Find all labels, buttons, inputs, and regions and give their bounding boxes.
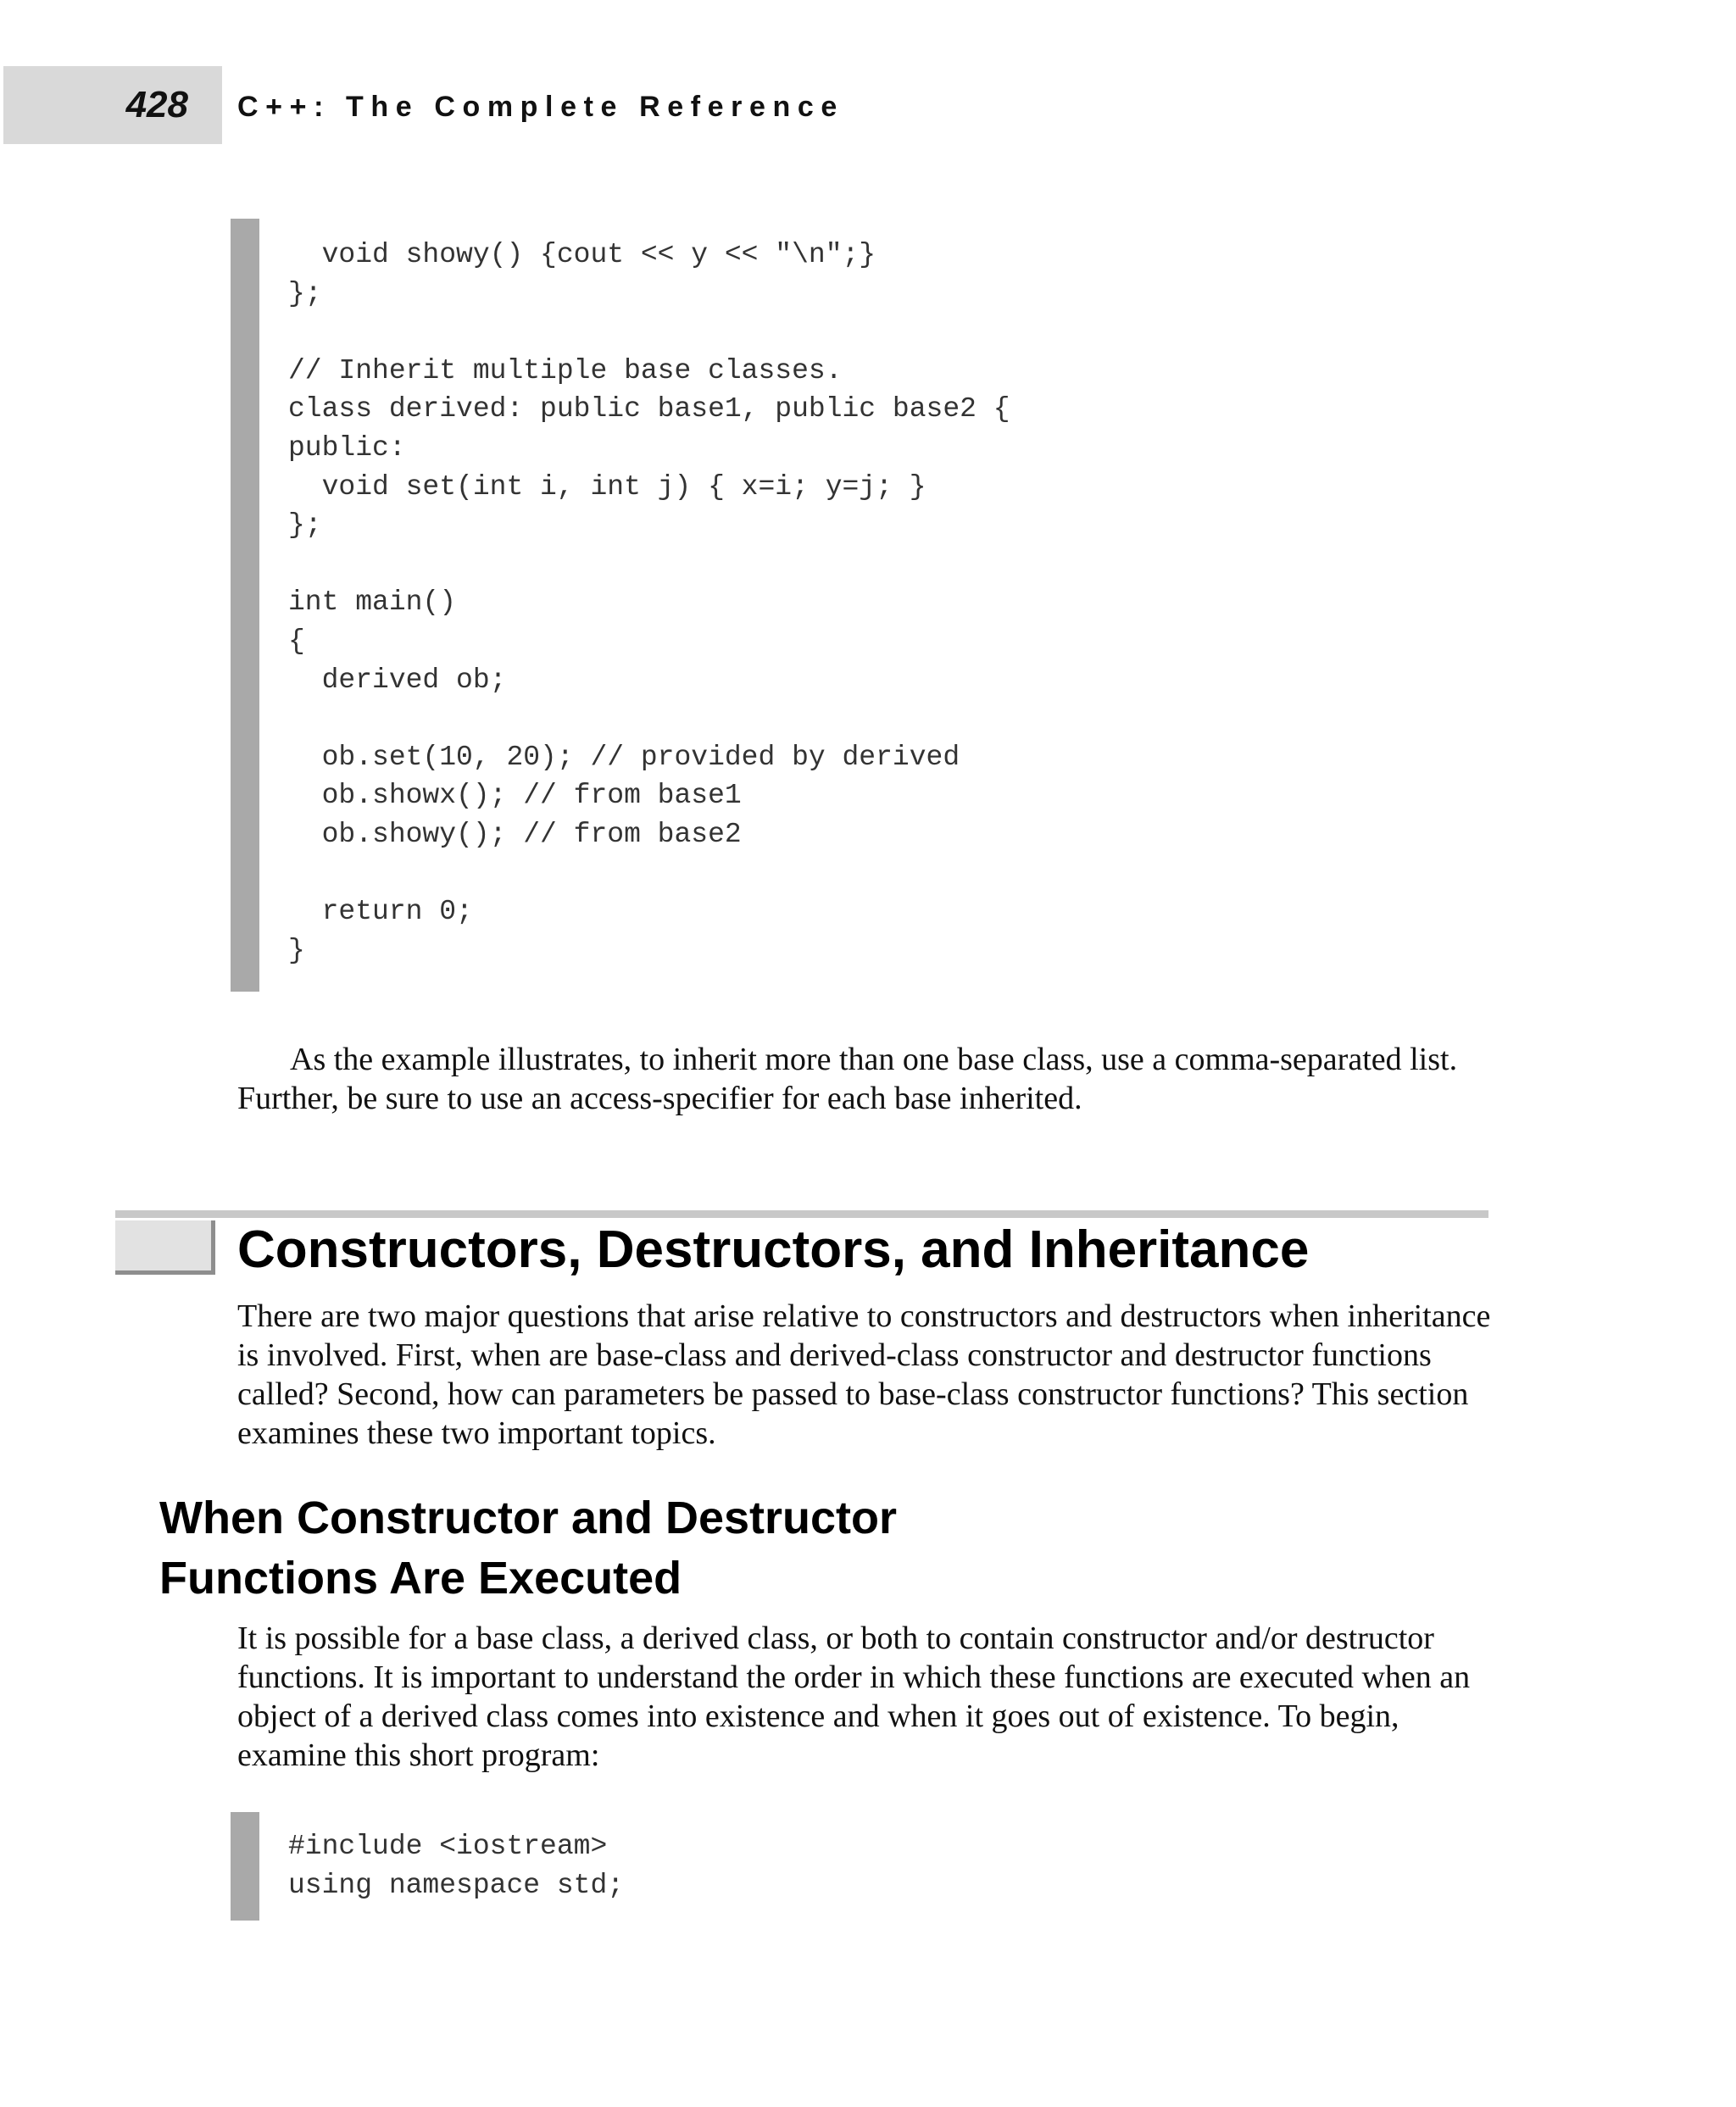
code-line: #include <iostream> <box>288 1831 608 1862</box>
subsection-title-line-1: When Constructor and Destructor <box>159 1493 898 1543</box>
code-line: }; <box>288 277 322 309</box>
code-line: ob.set(10, 20); // provided by derived <box>321 741 960 773</box>
code-line: void showy() {cout << y << "\n";} <box>321 239 876 270</box>
running-header-title: C++: The Complete Reference <box>237 91 844 123</box>
page-number-box <box>3 66 222 144</box>
code-line: // Inherit multiple base classes. <box>288 354 843 386</box>
code-line: } <box>288 934 305 966</box>
code-line: using namespace std; <box>288 1869 625 1901</box>
code-line: return 0; <box>321 896 473 928</box>
code-line: ob.showy(); // from base2 <box>321 818 742 850</box>
code-line: void set(int i, int j) { x=i; y=j; } <box>321 470 926 503</box>
subsection-body-paragraph: It is possible for a base class, a derived class, or both to contain constructor and/or destructor functions. It is important to understand the order in which these functions are executed when an object of a derived class comes into existence and when it goes out of existence. To begin, examine this short program: <box>237 1621 1471 1773</box>
code-block-bar <box>231 1812 259 1921</box>
section-rule <box>115 1210 1488 1218</box>
subsection-title <box>159 1488 1177 1609</box>
code-block-bar <box>231 219 259 992</box>
page-number: 428 <box>125 84 188 125</box>
code-line: public: <box>288 431 406 464</box>
code-line: }; <box>288 509 322 542</box>
code-line: int main() <box>288 587 457 619</box>
code-line: { <box>288 625 305 657</box>
section-intro-paragraph: There are two major questions that arise relative to constructors and destructors when inheritance is involved. First, when are base-class and derived-class constructor and destructor functions called? Second, how can parameters be passed to base-class constructor functions? This section examines these two important topics. <box>237 1298 1491 1451</box>
code-line: ob.showx(); // from base1 <box>321 780 742 812</box>
section-marker-box <box>115 1220 215 1275</box>
section-title: Constructors, Destructors, and Inheritance <box>237 1220 1310 1279</box>
code-line: derived ob; <box>321 664 507 696</box>
subsection-title-line-2: Functions Are Executed <box>159 1553 682 1604</box>
code-line: class derived: public base1, public base2 { <box>288 393 1010 425</box>
body-paragraph: As the example illustrates, to inherit more than one base class, use a comma-separated list. Further, be sure to use an access-specifier for each base inherited. <box>237 1042 1458 1116</box>
code-listing-1 <box>288 236 1010 970</box>
code-listing-2 <box>288 1827 624 1904</box>
